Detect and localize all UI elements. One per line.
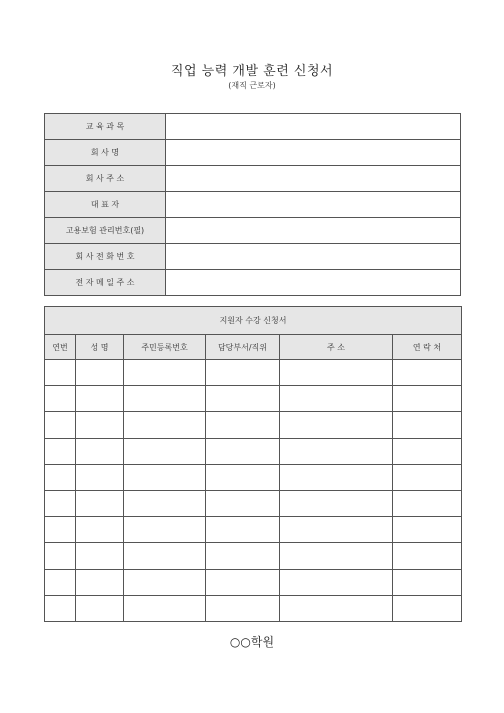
info-value-cell[interactable]: [166, 244, 461, 270]
entry-cell[interactable]: [393, 517, 462, 543]
table-row: [45, 595, 462, 621]
info-label: 회 사 주 소: [45, 166, 166, 192]
applicant-table: [44, 306, 462, 622]
info-row: [45, 114, 461, 140]
entry-cell[interactable]: [124, 517, 206, 543]
entry-cell[interactable]: [393, 412, 462, 438]
entry-cell[interactable]: [393, 569, 462, 595]
entry-cell[interactable]: [45, 517, 76, 543]
entry-cell[interactable]: [206, 569, 280, 595]
entry-cell[interactable]: [45, 386, 76, 412]
column-header: 담당부서/직위: [206, 335, 280, 360]
entry-cell[interactable]: [393, 438, 462, 464]
info-value-cell[interactable]: [166, 114, 461, 140]
entry-cell[interactable]: [76, 438, 124, 464]
entry-cell[interactable]: [124, 543, 206, 569]
company-info-table: [44, 113, 461, 296]
entry-cell[interactable]: [124, 360, 206, 386]
entry-cell[interactable]: [45, 438, 76, 464]
entry-cell[interactable]: [45, 464, 76, 490]
entry-cell[interactable]: [280, 438, 393, 464]
entry-cell[interactable]: [124, 569, 206, 595]
entry-cell[interactable]: [124, 595, 206, 621]
applicant-table-title: 지원자 수강 신청서: [45, 307, 462, 335]
entry-cell[interactable]: [393, 490, 462, 516]
table-row: [45, 517, 462, 543]
entry-cell[interactable]: [280, 569, 393, 595]
entry-cell[interactable]: [124, 438, 206, 464]
entry-cell[interactable]: [280, 360, 393, 386]
entry-cell[interactable]: [45, 360, 76, 386]
table-row: [45, 412, 462, 438]
entry-cell[interactable]: [280, 517, 393, 543]
entry-cell[interactable]: [206, 438, 280, 464]
entry-cell[interactable]: [45, 595, 76, 621]
info-row: [45, 166, 461, 192]
entry-cell[interactable]: [76, 360, 124, 386]
entry-cell[interactable]: [124, 386, 206, 412]
applicant-table-title-row: [45, 307, 462, 335]
entry-cell[interactable]: [76, 490, 124, 516]
info-row: [45, 244, 461, 270]
info-row: [45, 218, 461, 244]
info-row: [45, 270, 461, 296]
entry-cell[interactable]: [45, 569, 76, 595]
info-value-cell[interactable]: [166, 166, 461, 192]
info-label: 회 사 전 화 번 호: [45, 244, 166, 270]
entry-cell[interactable]: [393, 464, 462, 490]
entry-cell[interactable]: [206, 517, 280, 543]
entry-cell[interactable]: [124, 490, 206, 516]
form-title: 직업 능력 개발 훈련 신청서: [170, 64, 334, 79]
institution-name: ○○학원: [229, 635, 275, 649]
entry-cell[interactable]: [393, 386, 462, 412]
column-header: 성 명: [76, 335, 124, 360]
entry-cell[interactable]: [76, 412, 124, 438]
entry-cell[interactable]: [124, 464, 206, 490]
table-row: [45, 438, 462, 464]
entry-cell[interactable]: [206, 595, 280, 621]
table-row: [45, 360, 462, 386]
entry-cell[interactable]: [76, 595, 124, 621]
column-header: 연번: [45, 335, 76, 360]
table-row: [45, 490, 462, 516]
info-value-cell[interactable]: [166, 270, 461, 296]
info-row: [45, 192, 461, 218]
info-value-cell[interactable]: [166, 192, 461, 218]
entry-cell[interactable]: [206, 412, 280, 438]
form-subtitle: (재직 근로자): [228, 81, 276, 90]
entry-cell[interactable]: [280, 386, 393, 412]
table-row: [45, 543, 462, 569]
entry-cell[interactable]: [393, 360, 462, 386]
column-header: 연 락 처: [393, 335, 462, 360]
table-row: [45, 569, 462, 595]
entry-cell[interactable]: [45, 412, 76, 438]
entry-cell[interactable]: [393, 543, 462, 569]
entry-cell[interactable]: [206, 543, 280, 569]
entry-cell[interactable]: [76, 543, 124, 569]
entry-cell[interactable]: [393, 595, 462, 621]
entry-cell[interactable]: [76, 569, 124, 595]
info-label: 교 육 과 목: [45, 114, 166, 140]
entry-cell[interactable]: [206, 490, 280, 516]
table-row: [45, 464, 462, 490]
column-header: 주민등록번호: [124, 335, 206, 360]
info-label: 회 사 명: [45, 140, 166, 166]
entry-cell[interactable]: [280, 412, 393, 438]
applicant-table-header-row: [45, 335, 462, 360]
entry-cell[interactable]: [280, 464, 393, 490]
entry-cell[interactable]: [76, 386, 124, 412]
entry-cell[interactable]: [206, 360, 280, 386]
entry-cell[interactable]: [280, 490, 393, 516]
entry-cell[interactable]: [76, 464, 124, 490]
info-label: 고용보험 관리번호(필): [45, 218, 166, 244]
entry-cell[interactable]: [76, 517, 124, 543]
entry-cell[interactable]: [280, 543, 393, 569]
entry-cell[interactable]: [124, 412, 206, 438]
info-value-cell[interactable]: [166, 140, 461, 166]
entry-cell[interactable]: [45, 490, 76, 516]
column-header: 주 소: [280, 335, 393, 360]
info-label: 전 자 메 일 주 소: [45, 270, 166, 296]
info-label: 대 표 자: [45, 192, 166, 218]
entry-cell[interactable]: [206, 386, 280, 412]
info-value-cell[interactable]: [166, 218, 461, 244]
table-row: [45, 386, 462, 412]
entry-cell[interactable]: [45, 543, 76, 569]
entry-cell[interactable]: [280, 595, 393, 621]
entry-cell[interactable]: [206, 464, 280, 490]
info-row: [45, 140, 461, 166]
